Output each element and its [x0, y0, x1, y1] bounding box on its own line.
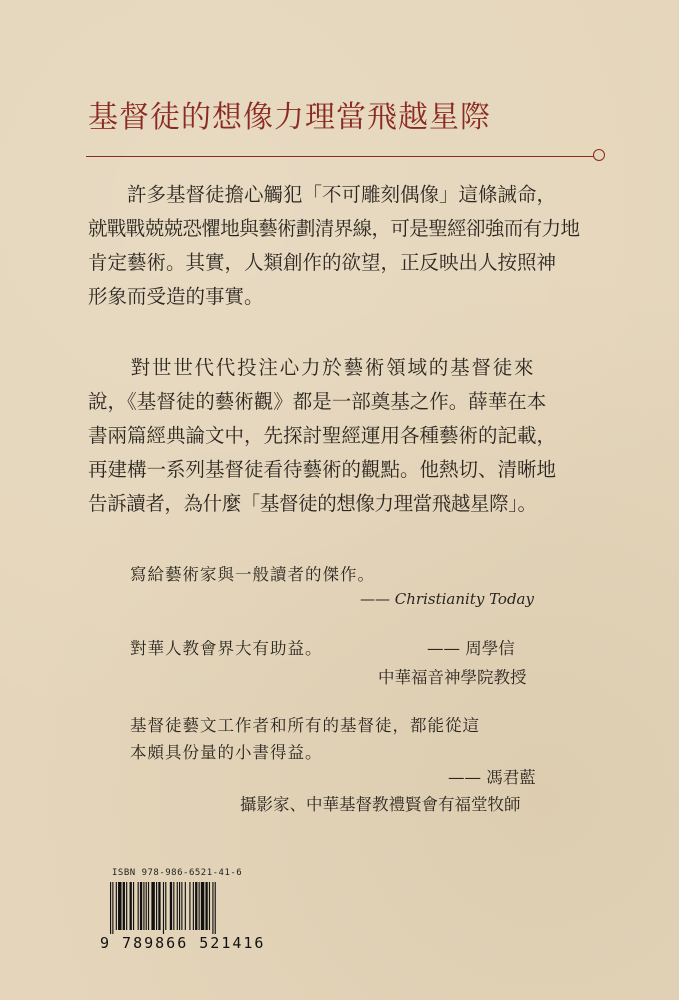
endorsement-attribution: —— 周學信 — [427, 639, 515, 658]
endorsement-attribution: —— 馮君藍 — [448, 768, 536, 787]
description-paragraph-2 — [88, 351, 588, 521]
paragraph-line: 就戰戰兢兢恐懼地與藝術劃清界線，可是聖經卻強而有力地 — [88, 217, 580, 240]
paragraph-line: 告訴讀者，為什麼「基督徒的想像力理當飛越星際」。 — [88, 492, 537, 515]
paragraph-line: 許多基督徒擔心觸犯「不可雕刻偶像」這條誡命， — [88, 183, 557, 206]
paragraph-line: 形象而受造的事實。 — [88, 285, 264, 308]
title-rule — [86, 156, 596, 157]
endorsement-quote: 本頗具份量的小書得益。 — [130, 743, 323, 762]
paragraph-line: 說，《基督徒的藝術觀》都是一部奠基之作。薛華在本 — [88, 390, 547, 413]
isbn-label: ISBN 978-986-6521-41-6 — [112, 868, 243, 878]
endorsement-quote: 基督徒藝文工作者和所有的基督徒，都能從這 — [130, 716, 480, 735]
endorsement-attribution: —— Christianity Today — [360, 590, 534, 608]
paragraph-line: 對世世代代投注心力於藝術領域的基督徒來 — [88, 356, 536, 379]
isbn-barcode — [100, 868, 270, 952]
endorsement-quote: 對華人教會界大有助益。 — [130, 639, 323, 658]
paragraph-line: 書兩篇經典論文中，先探討聖經運用各種藝術的記載， — [88, 424, 557, 447]
description-paragraph-1 — [88, 178, 588, 314]
endorsement-quote: 寫給藝術家與一般讀者的傑作。 — [130, 565, 375, 584]
paragraph-line: 再建構一系列基督徒看待藝術的觀點。他熱切、清晰地 — [88, 458, 557, 481]
paragraph-line: 肯定藝術。其實，人類創作的欲望，正反映出人按照神 — [88, 251, 557, 274]
barcode-digits: 9 789866 521416 — [100, 934, 266, 952]
headline: 基督徒的想像力理當飛越星際 — [88, 100, 491, 135]
rule-end-circle — [593, 149, 605, 161]
barcode-bars — [110, 882, 262, 934]
endorsement-title: 中華福音神學院教授 — [378, 668, 527, 687]
endorsement-title: 攝影家、中華基督教禮賢會有福堂牧師 — [240, 795, 521, 814]
